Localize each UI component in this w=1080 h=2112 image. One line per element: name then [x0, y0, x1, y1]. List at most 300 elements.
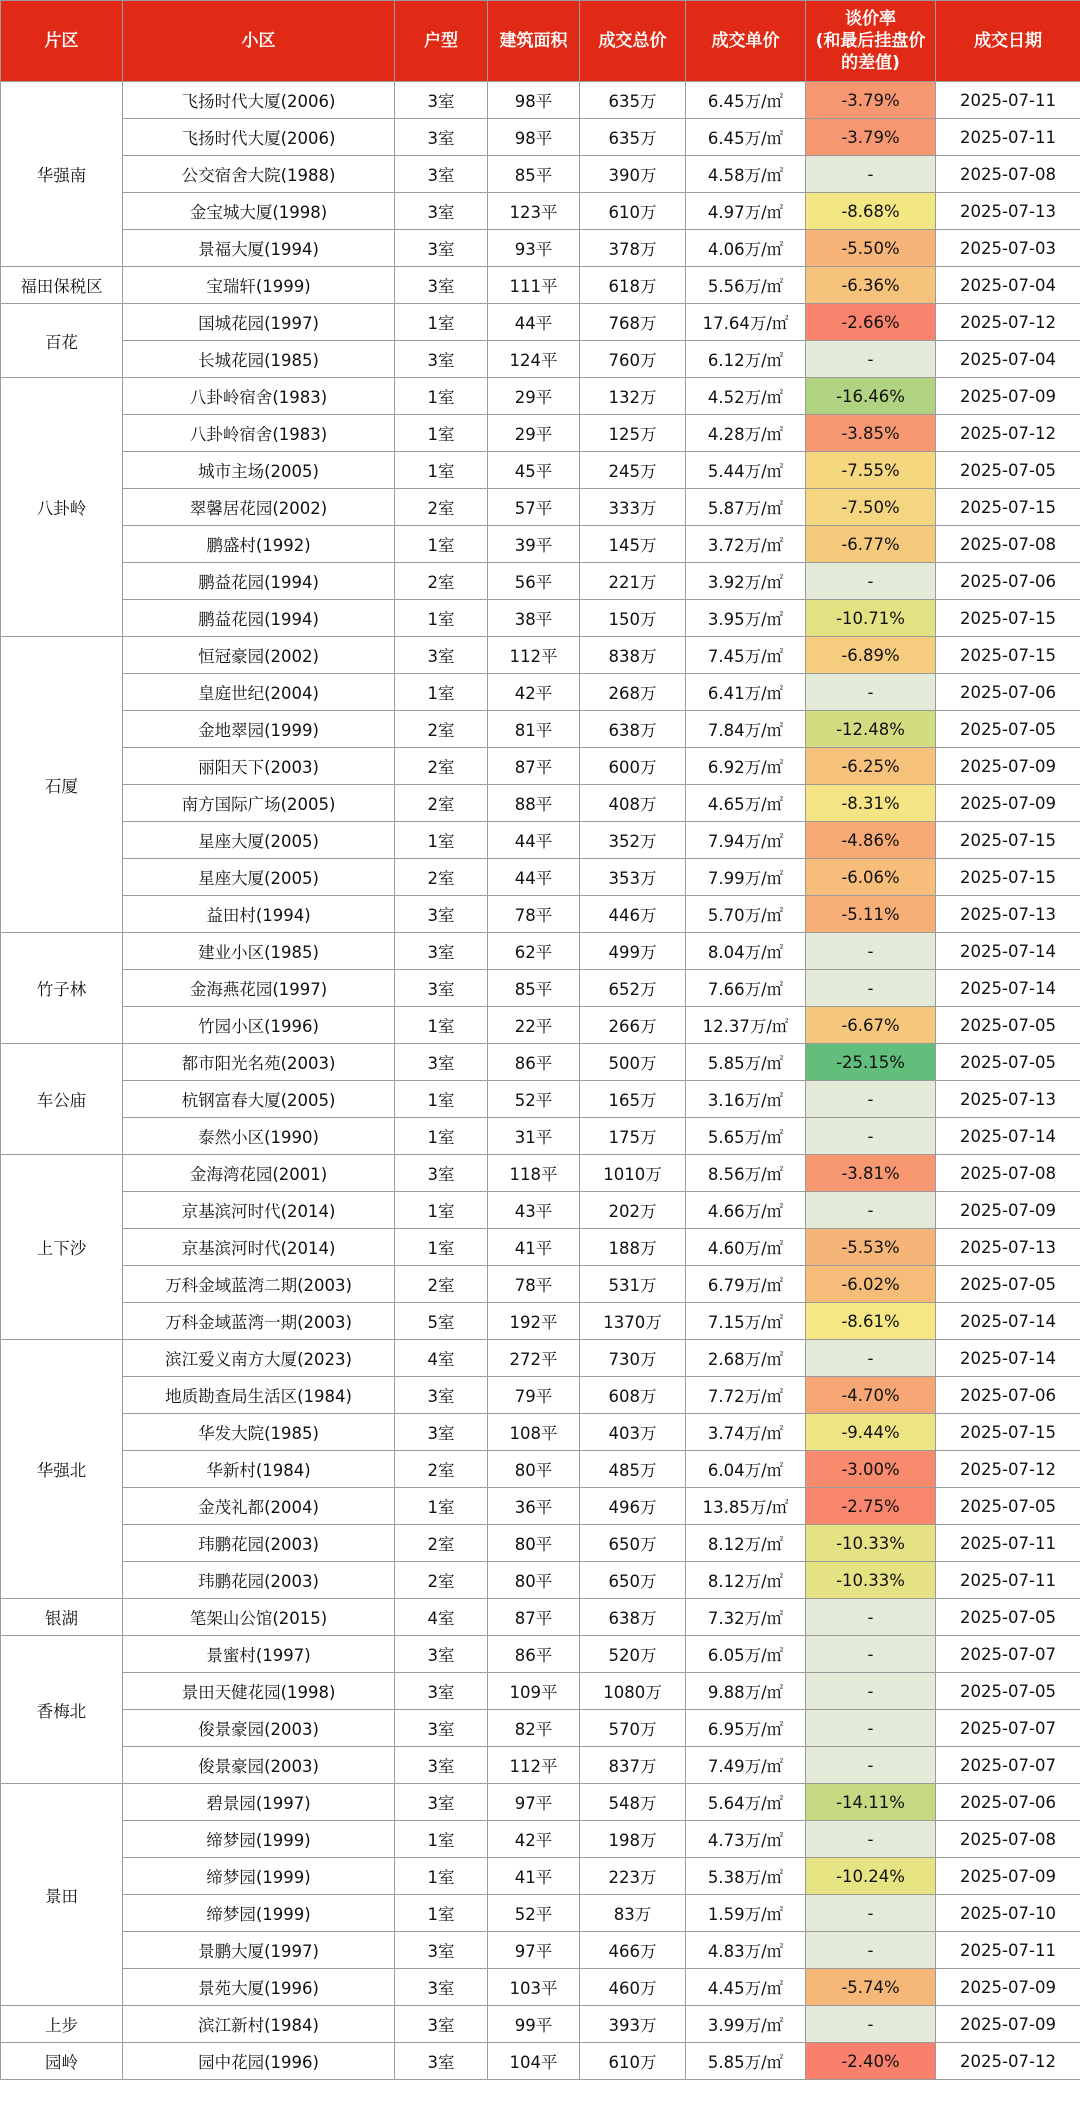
cell-discount: -	[806, 674, 936, 711]
cell-layout: 3室	[395, 267, 488, 304]
table-row	[1, 822, 1080, 859]
cell-total-price: 500万	[580, 1044, 686, 1081]
table-row	[1, 1969, 1080, 2006]
cell-total-price: 837万	[580, 1747, 686, 1784]
table-row	[1, 600, 1080, 637]
cell-community: 鹏盛村(1992)	[123, 526, 395, 563]
cell-unit-price: 6.92万/㎡	[686, 748, 806, 785]
table-row	[1, 82, 1080, 119]
cell-layout: 3室	[395, 193, 488, 230]
cell-total-price: 466万	[580, 1932, 686, 1969]
cell-date: 2025-07-08	[936, 1821, 1080, 1858]
cell-community: 飞扬时代大厦(2006)	[123, 82, 395, 119]
cell-unit-price: 4.65万/㎡	[686, 785, 806, 822]
cell-date: 2025-07-15	[936, 600, 1080, 637]
cell-unit-price: 8.56万/㎡	[686, 1155, 806, 1192]
cell-area: 80平	[488, 1451, 580, 1488]
cell-area: 39平	[488, 526, 580, 563]
cell-layout: 1室	[395, 526, 488, 563]
cell-date: 2025-07-13	[936, 193, 1080, 230]
cell-unit-price: 3.74万/㎡	[686, 1414, 806, 1451]
cell-community: 景田天健花园(1998)	[123, 1673, 395, 1710]
table-row	[1, 1858, 1080, 1895]
table-row	[1, 1340, 1080, 1377]
cell-total-price: 638万	[580, 711, 686, 748]
cell-date: 2025-07-07	[936, 1636, 1080, 1673]
cell-area: 272平	[488, 1340, 580, 1377]
cell-community: 丽阳天下(2003)	[123, 748, 395, 785]
cell-community: 地质勘查局生活区(1984)	[123, 1377, 395, 1414]
cell-layout: 3室	[395, 230, 488, 267]
cell-area: 80平	[488, 1525, 580, 1562]
cell-layout: 3室	[395, 1044, 488, 1081]
cell-discount: -	[806, 1895, 936, 1932]
cell-area: 124平	[488, 341, 580, 378]
cell-total-price: 570万	[580, 1710, 686, 1747]
cell-unit-price: 3.72万/㎡	[686, 526, 806, 563]
cell-discount: -7.55%	[806, 452, 936, 489]
cell-area: 57平	[488, 489, 580, 526]
cell-discount: -6.77%	[806, 526, 936, 563]
cell-discount: -7.50%	[806, 489, 936, 526]
cell-unit-price: 3.92万/㎡	[686, 563, 806, 600]
cell-date: 2025-07-10	[936, 1895, 1080, 1932]
cell-community: 景福大厦(1994)	[123, 230, 395, 267]
cell-total-price: 333万	[580, 489, 686, 526]
cell-area: 87平	[488, 748, 580, 785]
table-row	[1, 156, 1080, 193]
cell-community: 金海燕花园(1997)	[123, 970, 395, 1007]
cell-date: 2025-07-06	[936, 1377, 1080, 1414]
cell-community: 京基滨河时代(2014)	[123, 1192, 395, 1229]
cell-discount: -6.06%	[806, 859, 936, 896]
cell-total-price: 125万	[580, 415, 686, 452]
cell-area: 38平	[488, 600, 580, 637]
cell-layout: 3室	[395, 1636, 488, 1673]
cell-area: 99平	[488, 2006, 580, 2043]
cell-community: 玮鹏花园(2003)	[123, 1525, 395, 1562]
cell-discount: -14.11%	[806, 1784, 936, 1821]
cell-unit-price: 5.85万/㎡	[686, 2043, 806, 2080]
cell-unit-price: 7.32万/㎡	[686, 1599, 806, 1636]
cell-layout: 1室	[395, 1007, 488, 1044]
cell-unit-price: 6.41万/㎡	[686, 674, 806, 711]
cell-date: 2025-07-09	[936, 1858, 1080, 1895]
table-row	[1, 1081, 1080, 1118]
cell-unit-price: 4.45万/㎡	[686, 1969, 806, 2006]
cell-total-price: 390万	[580, 156, 686, 193]
cell-district: 车公庙	[1, 1044, 123, 1155]
cell-date: 2025-07-12	[936, 415, 1080, 452]
cell-area: 97平	[488, 1784, 580, 1821]
cell-district: 八卦岭	[1, 378, 123, 637]
cell-community: 滨江新村(1984)	[123, 2006, 395, 2043]
cell-area: 192平	[488, 1303, 580, 1340]
cell-unit-price: 6.95万/㎡	[686, 1710, 806, 1747]
cell-layout: 1室	[395, 1858, 488, 1895]
cell-area: 104平	[488, 2043, 580, 2080]
cell-area: 98平	[488, 119, 580, 156]
cell-date: 2025-07-04	[936, 341, 1080, 378]
table-row	[1, 970, 1080, 1007]
cell-discount: -2.75%	[806, 1488, 936, 1525]
cell-layout: 1室	[395, 822, 488, 859]
cell-layout: 3室	[395, 1969, 488, 2006]
cell-unit-price: 2.68万/㎡	[686, 1340, 806, 1377]
table-row	[1, 2006, 1080, 2043]
table-row	[1, 452, 1080, 489]
cell-discount: -5.74%	[806, 1969, 936, 2006]
cell-total-price: 175万	[580, 1118, 686, 1155]
cell-date: 2025-07-05	[936, 1266, 1080, 1303]
cell-discount: -3.00%	[806, 1451, 936, 1488]
cell-layout: 1室	[395, 452, 488, 489]
header-layout: 户型	[395, 1, 488, 82]
cell-area: 108平	[488, 1414, 580, 1451]
cell-area: 78平	[488, 896, 580, 933]
cell-layout: 5室	[395, 1303, 488, 1340]
cell-total-price: 150万	[580, 600, 686, 637]
cell-total-price: 145万	[580, 526, 686, 563]
table-body	[1, 82, 1080, 2080]
cell-total-price: 202万	[580, 1192, 686, 1229]
cell-layout: 3室	[395, 1747, 488, 1784]
cell-total-price: 650万	[580, 1525, 686, 1562]
table-row	[1, 1118, 1080, 1155]
cell-unit-price: 4.06万/㎡	[686, 230, 806, 267]
cell-total-price: 352万	[580, 822, 686, 859]
cell-layout: 1室	[395, 1821, 488, 1858]
cell-discount: -2.66%	[806, 304, 936, 341]
cell-area: 42平	[488, 674, 580, 711]
cell-area: 29平	[488, 415, 580, 452]
cell-unit-price: 7.66万/㎡	[686, 970, 806, 1007]
cell-discount: -	[806, 2006, 936, 2043]
cell-layout: 3室	[395, 341, 488, 378]
cell-discount: -	[806, 1932, 936, 1969]
cell-unit-price: 13.85万/㎡	[686, 1488, 806, 1525]
cell-area: 41平	[488, 1858, 580, 1895]
cell-layout: 3室	[395, 1414, 488, 1451]
cell-unit-price: 4.60万/㎡	[686, 1229, 806, 1266]
cell-total-price: 531万	[580, 1266, 686, 1303]
cell-unit-price: 4.28万/㎡	[686, 415, 806, 452]
cell-unit-price: 4.73万/㎡	[686, 1821, 806, 1858]
cell-layout: 3室	[395, 119, 488, 156]
cell-community: 星座大厦(2005)	[123, 859, 395, 896]
table-row	[1, 674, 1080, 711]
cell-community: 国城花园(1997)	[123, 304, 395, 341]
cell-date: 2025-07-15	[936, 822, 1080, 859]
cell-layout: 2室	[395, 1525, 488, 1562]
cell-district: 石厦	[1, 637, 123, 933]
cell-total-price: 635万	[580, 82, 686, 119]
cell-date: 2025-07-15	[936, 489, 1080, 526]
cell-district: 华强南	[1, 82, 123, 267]
cell-discount: -6.89%	[806, 637, 936, 674]
cell-community: 俊景豪园(2003)	[123, 1710, 395, 1747]
cell-layout: 1室	[395, 1488, 488, 1525]
cell-community: 缔梦园(1999)	[123, 1858, 395, 1895]
header-district: 片区	[1, 1, 123, 82]
cell-area: 41平	[488, 1229, 580, 1266]
cell-layout: 3室	[395, 1673, 488, 1710]
cell-total-price: 608万	[580, 1377, 686, 1414]
cell-community: 杭钢富春大厦(2005)	[123, 1081, 395, 1118]
table-row	[1, 1562, 1080, 1599]
cell-unit-price: 3.99万/㎡	[686, 2006, 806, 2043]
cell-date: 2025-07-06	[936, 674, 1080, 711]
cell-district: 福田保税区	[1, 267, 123, 304]
cell-layout: 4室	[395, 1599, 488, 1636]
cell-community: 城市主场(2005)	[123, 452, 395, 489]
cell-community: 恒冠豪园(2002)	[123, 637, 395, 674]
table-row	[1, 1710, 1080, 1747]
cell-date: 2025-07-14	[936, 1340, 1080, 1377]
cell-total-price: 610万	[580, 2043, 686, 2080]
cell-area: 56平	[488, 563, 580, 600]
cell-unit-price: 5.65万/㎡	[686, 1118, 806, 1155]
cell-layout: 1室	[395, 674, 488, 711]
cell-unit-price: 8.12万/㎡	[686, 1525, 806, 1562]
cell-discount: -6.67%	[806, 1007, 936, 1044]
cell-area: 82平	[488, 1710, 580, 1747]
cell-discount: -10.71%	[806, 600, 936, 637]
cell-total-price: 378万	[580, 230, 686, 267]
cell-date: 2025-07-09	[936, 2006, 1080, 2043]
cell-layout: 2室	[395, 748, 488, 785]
cell-community: 滨江爱义南方大厦(2023)	[123, 1340, 395, 1377]
table-row	[1, 1747, 1080, 1784]
cell-date: 2025-07-04	[936, 267, 1080, 304]
cell-total-price: 403万	[580, 1414, 686, 1451]
cell-discount: -	[806, 341, 936, 378]
cell-district: 景田	[1, 1784, 123, 2006]
cell-community: 碧景园(1997)	[123, 1784, 395, 1821]
cell-community: 鹏益花园(1994)	[123, 600, 395, 637]
cell-district: 上下沙	[1, 1155, 123, 1340]
cell-date: 2025-07-05	[936, 1673, 1080, 1710]
cell-unit-price: 7.15万/㎡	[686, 1303, 806, 1340]
cell-discount: -	[806, 970, 936, 1007]
table-row	[1, 896, 1080, 933]
table-row	[1, 1451, 1080, 1488]
cell-unit-price: 7.84万/㎡	[686, 711, 806, 748]
cell-total-price: 245万	[580, 452, 686, 489]
cell-date: 2025-07-06	[936, 1784, 1080, 1821]
table-row	[1, 563, 1080, 600]
cell-date: 2025-07-07	[936, 1747, 1080, 1784]
cell-discount: -	[806, 156, 936, 193]
cell-total-price: 198万	[580, 1821, 686, 1858]
cell-unit-price: 6.79万/㎡	[686, 1266, 806, 1303]
table-row	[1, 304, 1080, 341]
table-row	[1, 1044, 1080, 1081]
cell-discount: -10.33%	[806, 1525, 936, 1562]
cell-layout: 3室	[395, 1932, 488, 1969]
cell-discount: -	[806, 1192, 936, 1229]
cell-community: 金宝城大厦(1998)	[123, 193, 395, 230]
cell-layout: 1室	[395, 1895, 488, 1932]
cell-area: 80平	[488, 1562, 580, 1599]
cell-layout: 3室	[395, 82, 488, 119]
cell-total-price: 838万	[580, 637, 686, 674]
cell-community: 俊景豪园(2003)	[123, 1747, 395, 1784]
cell-area: 112平	[488, 637, 580, 674]
cell-total-price: 635万	[580, 119, 686, 156]
cell-total-price: 499万	[580, 933, 686, 970]
cell-total-price: 768万	[580, 304, 686, 341]
cell-community: 景苑大厦(1996)	[123, 1969, 395, 2006]
cell-discount: -5.53%	[806, 1229, 936, 1266]
cell-discount: -	[806, 1747, 936, 1784]
table-row	[1, 1192, 1080, 1229]
cell-area: 29平	[488, 378, 580, 415]
cell-date: 2025-07-13	[936, 1229, 1080, 1266]
cell-area: 62平	[488, 933, 580, 970]
cell-community: 京基滨河时代(2014)	[123, 1229, 395, 1266]
cell-total-price: 266万	[580, 1007, 686, 1044]
cell-date: 2025-07-11	[936, 82, 1080, 119]
cell-total-price: 485万	[580, 1451, 686, 1488]
cell-layout: 3室	[395, 933, 488, 970]
cell-community: 星座大厦(2005)	[123, 822, 395, 859]
cell-layout: 1室	[395, 378, 488, 415]
cell-community: 长城花园(1985)	[123, 341, 395, 378]
cell-layout: 3室	[395, 1710, 488, 1747]
cell-date: 2025-07-11	[936, 1932, 1080, 1969]
cell-area: 81平	[488, 711, 580, 748]
table-row	[1, 859, 1080, 896]
cell-community: 鹏益花园(1994)	[123, 563, 395, 600]
table-row	[1, 378, 1080, 415]
cell-date: 2025-07-08	[936, 526, 1080, 563]
cell-layout: 1室	[395, 1081, 488, 1118]
table-row	[1, 1932, 1080, 1969]
cell-discount: -	[806, 1821, 936, 1858]
table-row	[1, 2043, 1080, 2080]
cell-area: 86平	[488, 1636, 580, 1673]
cell-layout: 1室	[395, 1192, 488, 1229]
cell-discount: -8.68%	[806, 193, 936, 230]
cell-area: 86平	[488, 1044, 580, 1081]
cell-date: 2025-07-09	[936, 378, 1080, 415]
cell-total-price: 760万	[580, 341, 686, 378]
cell-discount: -3.79%	[806, 119, 936, 156]
cell-layout: 3室	[395, 896, 488, 933]
header-area: 建筑面积	[488, 1, 580, 82]
cell-discount: -	[806, 933, 936, 970]
cell-area: 36平	[488, 1488, 580, 1525]
cell-date: 2025-07-05	[936, 1599, 1080, 1636]
cell-area: 103平	[488, 1969, 580, 2006]
cell-layout: 2室	[395, 1562, 488, 1599]
cell-layout: 1室	[395, 600, 488, 637]
cell-community: 万科金域蓝湾二期(2003)	[123, 1266, 395, 1303]
table-header	[1, 1, 1080, 82]
cell-community: 缔梦园(1999)	[123, 1821, 395, 1858]
cell-unit-price: 1.59万/㎡	[686, 1895, 806, 1932]
cell-date: 2025-07-11	[936, 1562, 1080, 1599]
cell-unit-price: 8.04万/㎡	[686, 933, 806, 970]
cell-date: 2025-07-09	[936, 1192, 1080, 1229]
table-row	[1, 711, 1080, 748]
cell-community: 笔架山公馆(2015)	[123, 1599, 395, 1636]
table-row	[1, 1895, 1080, 1932]
cell-unit-price: 5.70万/㎡	[686, 896, 806, 933]
table-row	[1, 1229, 1080, 1266]
cell-unit-price: 5.38万/㎡	[686, 1858, 806, 1895]
cell-unit-price: 7.72万/㎡	[686, 1377, 806, 1414]
cell-discount: -	[806, 1081, 936, 1118]
cell-unit-price: 6.04万/㎡	[686, 1451, 806, 1488]
cell-unit-price: 6.45万/㎡	[686, 119, 806, 156]
cell-community: 翠馨居花园(2002)	[123, 489, 395, 526]
cell-date: 2025-07-12	[936, 2043, 1080, 2080]
cell-total-price: 188万	[580, 1229, 686, 1266]
header-date: 成交日期	[936, 1, 1080, 82]
cell-total-price: 618万	[580, 267, 686, 304]
cell-total-price: 730万	[580, 1340, 686, 1377]
cell-total-price: 408万	[580, 785, 686, 822]
cell-total-price: 650万	[580, 1562, 686, 1599]
cell-district: 银湖	[1, 1599, 123, 1636]
table-row	[1, 1303, 1080, 1340]
cell-area: 123平	[488, 193, 580, 230]
cell-total-price: 1010万	[580, 1155, 686, 1192]
table-row	[1, 1821, 1080, 1858]
cell-community: 宝瑞轩(1999)	[123, 267, 395, 304]
cell-unit-price: 7.99万/㎡	[686, 859, 806, 896]
cell-community: 皇庭世纪(2004)	[123, 674, 395, 711]
cell-discount: -16.46%	[806, 378, 936, 415]
cell-layout: 1室	[395, 304, 488, 341]
cell-discount: -10.33%	[806, 1562, 936, 1599]
cell-total-price: 268万	[580, 674, 686, 711]
cell-discount: -	[806, 1710, 936, 1747]
cell-total-price: 1080万	[580, 1673, 686, 1710]
cell-date: 2025-07-14	[936, 1118, 1080, 1155]
cell-community: 益田村(1994)	[123, 896, 395, 933]
cell-date: 2025-07-08	[936, 156, 1080, 193]
cell-community: 建业小区(1985)	[123, 933, 395, 970]
cell-total-price: 460万	[580, 1969, 686, 2006]
cell-community: 八卦岭宿舍(1983)	[123, 415, 395, 452]
cell-unit-price: 7.49万/㎡	[686, 1747, 806, 1784]
cell-layout: 3室	[395, 156, 488, 193]
cell-layout: 3室	[395, 2043, 488, 2080]
cell-district: 香梅北	[1, 1636, 123, 1784]
cell-area: 45平	[488, 452, 580, 489]
cell-total-price: 221万	[580, 563, 686, 600]
table-row	[1, 637, 1080, 674]
cell-total-price: 446万	[580, 896, 686, 933]
cell-area: 118平	[488, 1155, 580, 1192]
table-row	[1, 1673, 1080, 1710]
cell-discount: -3.85%	[806, 415, 936, 452]
cell-total-price: 353万	[580, 859, 686, 896]
table-row	[1, 1007, 1080, 1044]
cell-layout: 1室	[395, 1118, 488, 1155]
cell-area: 44平	[488, 859, 580, 896]
cell-discount: -6.02%	[806, 1266, 936, 1303]
cell-area: 85平	[488, 156, 580, 193]
table-row	[1, 230, 1080, 267]
cell-discount: -	[806, 1636, 936, 1673]
cell-area: 88平	[488, 785, 580, 822]
cell-unit-price: 5.85万/㎡	[686, 1044, 806, 1081]
cell-discount: -4.70%	[806, 1377, 936, 1414]
